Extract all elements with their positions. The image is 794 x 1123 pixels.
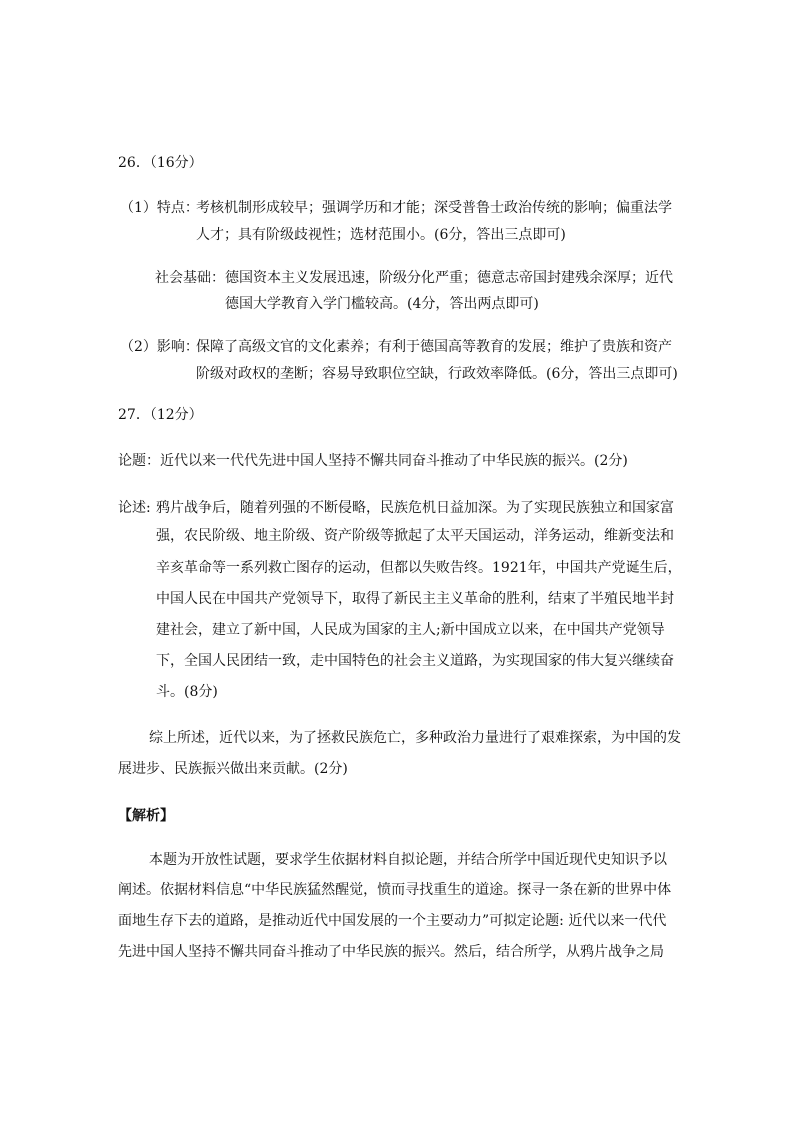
analysis-header: 【解析】 bbox=[118, 808, 174, 824]
q26-social-line1: 德国资本主义发展迅速，阶级分化严重；德意志帝国封建残余深厚；近代 bbox=[225, 270, 673, 286]
q27-argument-line4: 中国人民在中国共产党领导下，取得了新民主主义革命的胜利，结束了半殖民地半封 bbox=[156, 591, 674, 607]
q27-conclusion-line1: 综上所述，近代以来，为了拯救民族危亡，多种政治力量进行了艰难探索，为中国的发 bbox=[149, 730, 681, 746]
analysis-line1: 本题为开放性试题，要求学生依据材料自拟论题，并结合所学中国近现代史知识予以 bbox=[149, 852, 667, 868]
analysis-line4: 先进中国人坚持不懈共同奋斗推动了中华民族的振兴。然后，结合所学，从鸦片战争之局 bbox=[118, 944, 664, 960]
q26-header: 26．（16分） bbox=[118, 155, 203, 171]
q26-part2-label: （2）影响： bbox=[120, 339, 199, 355]
q27-argument-label: 论述: bbox=[118, 500, 151, 516]
q26-part2-line1: 保障了高级文官的文化素养；有利于德国高等教育的发展；维护了贵族和资产 bbox=[196, 339, 672, 355]
q27-header: 27．（12分） bbox=[118, 407, 203, 423]
q27-conclusion-line2: 展进步、民族振兴做出来贡献。(2分) bbox=[118, 761, 348, 777]
q26-part1-line1: 考核机制形成较早；强调学历和才能；深受普鲁士政治传统的影响；偏重法学 bbox=[196, 200, 672, 216]
q26-part2-line2: 阶级对政权的垄断；容易导致职位空缺，行政效率降低。(6分，答出三点即可) bbox=[196, 366, 678, 382]
q26-social-line2: 德国大学教育入学门槛较高。(4分，答出两点即可) bbox=[225, 296, 539, 312]
q27-argument-line1: 鸦片战争后，随着列强的不断侵略，民族危机日益加深。为了实现民族独立和国家富 bbox=[156, 500, 674, 516]
q27-argument-line5: 建社会，建立了新中国，人民成为国家的主人;新中国成立以来，在中国共产党领导 bbox=[156, 622, 665, 638]
q27-thesis: 论题：近代以来一代代先进中国人坚持不懈共同奋斗推动了中华民族的振兴。(2分) bbox=[118, 453, 628, 469]
q26-social-label: 社会基础： bbox=[155, 270, 225, 286]
q27-argument-line3: 辛亥革命等一系列救亡图存的运动，但都以失败告终。1921年，中国共产党诞生后， bbox=[156, 560, 682, 576]
q26-part1-label: （1）特点： bbox=[120, 200, 199, 216]
analysis-line2: 阐述。依据材料信息“中华民族猛然醒觉，愤而寻找重生的道途。探寻一条在新的世界中体 bbox=[118, 882, 672, 898]
q27-argument-line2: 强，农民阶级、地主阶级、资产阶级等掀起了太平天国运动，洋务运动，维新变法和 bbox=[156, 528, 674, 544]
q27-argument-line6: 下，全国人民团结一致，走中国特色的社会主义道路，为实现国家的伟大复兴继续奋 bbox=[156, 653, 674, 669]
analysis-line3: 面地生存下去的道路，是推动近代中国发展的一个主要动力”可拟定论题: 近代以来一代代 bbox=[118, 913, 667, 929]
q27-argument-line7: 斗。(8分) bbox=[156, 684, 218, 700]
q26-part1-line2: 人才；具有阶级歧视性；选材范围小。(6分，答出三点即可) bbox=[196, 227, 566, 243]
